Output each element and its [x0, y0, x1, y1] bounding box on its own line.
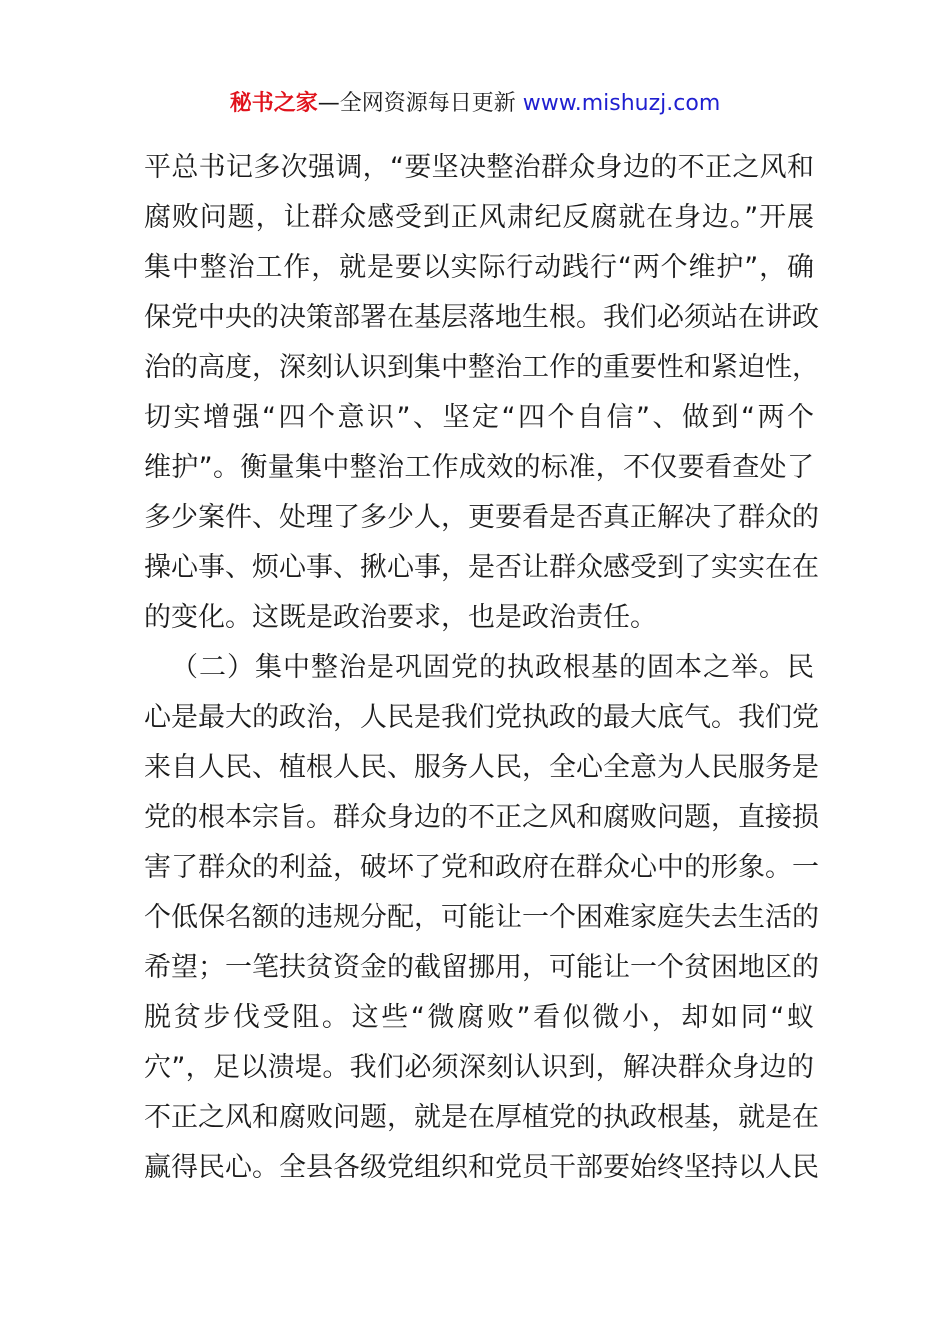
text-line: 治的高度，深刻认识到集中整治工作的重要性和紧迫性，	[144, 352, 819, 383]
text-line: 害了群众的利益，破坏了党和政府在群众心中的形象。一	[144, 852, 819, 883]
paragraph-end-line: 的变化。这既是政治要求，也是政治责任。	[144, 602, 657, 633]
text-line: 个低保名额的违规分配，可能让一个困难家庭失去生活的	[144, 902, 819, 933]
page-header	[0, 86, 950, 122]
text-line: 操心事、烦心事、揪心事，是否让群众感受到了实实在在	[144, 552, 819, 583]
text-line: 切实增强“四个意识”、坚定“四个自信”、做到“两个	[144, 402, 814, 433]
text-line: 集中整治工作，就是要以实际行动践行“两个维护”，确	[144, 252, 814, 283]
text-line: 维护”。衡量集中整治工作成效的标准，不仅要看查处了	[144, 452, 814, 483]
text-line: 来自人民、植根人民、服务人民，全心全意为人民服务是	[144, 752, 819, 783]
text-line: 不正之风和腐败问题，就是在厚植党的执政根基，就是在	[144, 1102, 819, 1133]
text-line: 党的根本宗旨。群众身边的不正之风和腐败问题，直接损	[144, 802, 819, 833]
text-line: 心是最大的政治，人民是我们党执政的最大底气。我们党	[144, 702, 819, 733]
header-tagline: —全网资源每日更新	[317, 91, 523, 116]
text-line: 腐败问题，让群众感受到正风肃纪反腐就在身边。”开展	[144, 202, 814, 233]
text-line: 平总书记多次强调，“要坚决整治群众身边的不正之风和	[144, 152, 814, 183]
text-line: 保党中央的决策部署在基层落地生根。我们必须站在讲政	[144, 302, 819, 333]
text-line: 穴”，足以溃堤。我们必须深刻认识到，解决群众身边的	[144, 1052, 814, 1083]
text-line: 多少案件、处理了多少人，更要看是否真正解决了群众的	[144, 502, 819, 533]
text-line: 希望；一笔扶贫资金的截留挪用，可能让一个贫困地区的	[144, 952, 819, 983]
section-heading-line: （二）集中整治是巩固党的执政根基的固本之举。民	[171, 652, 814, 683]
document-body	[144, 143, 819, 1193]
text-line: 赢得民心。全县各级党组织和党员干部要始终坚持以人民	[144, 1152, 819, 1183]
site-url-link[interactable]: www.mishuzj.com	[522, 91, 721, 116]
brand-name: 秘书之家	[229, 91, 318, 116]
text-line: 脱贫步伐受阻。这些“微腐败”看似微小，却如同“蚁	[144, 1002, 814, 1033]
